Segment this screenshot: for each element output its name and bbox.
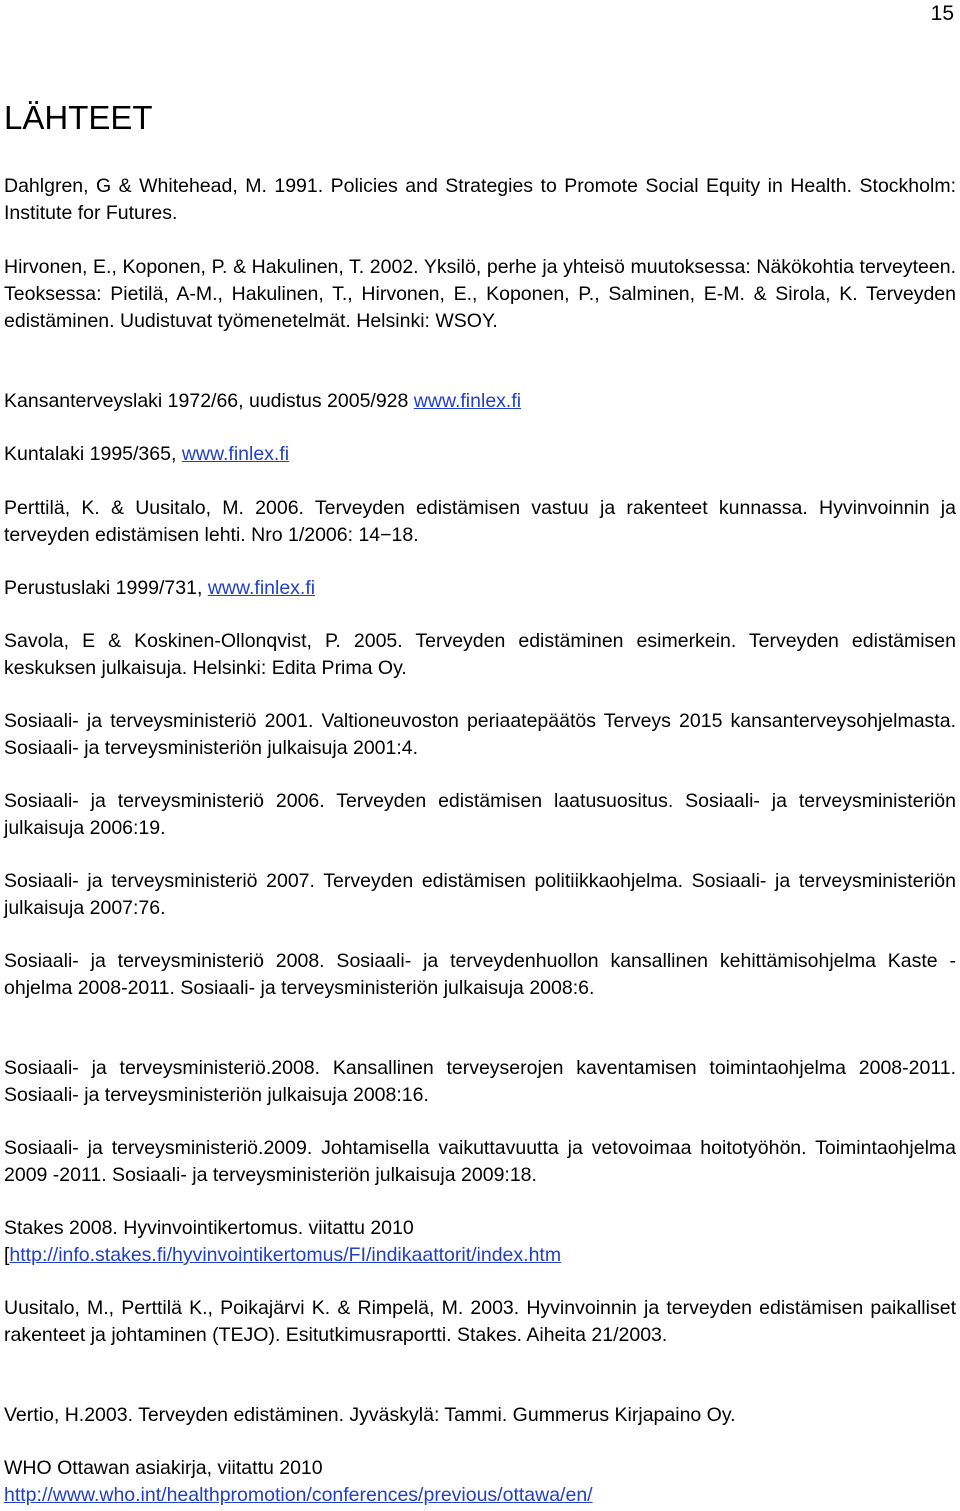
reference-text: Sosiaali- ja terveysministeriö 2006. Terveyden edistämisen laatusuositus. Sosiaali- ja terveysministeriön julkaisuja 2006:19. (4, 790, 956, 839)
reference-item (4, 948, 956, 1002)
reference-text: Dahlgren, G & Whitehead, M. 1991. Policies and Strategies to Promote Social Equity in Health. Stockholm: Institute for Futures. (4, 175, 956, 224)
reference-item (4, 173, 956, 227)
reference-item (4, 708, 956, 762)
reference-item (4, 1055, 956, 1109)
reference-link[interactable]: www.finlex.fi (207, 577, 316, 599)
reference-text: Kansanterveyslaki 1972/66, uudistus 2005/928 (4, 390, 414, 412)
reference-item (4, 1295, 956, 1349)
reference-item (4, 495, 956, 549)
reference-item (4, 575, 956, 602)
reference-text: Hirvonen, E., Koponen, P. & Hakulinen, T. 2002. Yksilö, perhe ja yhteisö muutoksessa: Näkökohtia terveyteen. Teoksessa: Pietilä, A-M., Hakulinen, T., Hirvonen, E., Koponen, P., Salminen, E-M. & Sirola, K. Terveyden edistäminen. Uudistuvat työmenetelmät. Helsinki: WSOY. (4, 256, 956, 332)
reference-item (4, 388, 956, 415)
reference-link[interactable]: www.finlex.fi (181, 443, 290, 465)
reference-text: Sosiaali- ja terveysministeriö 2001. Valtioneuvoston periaatepäätös Terveys 2015 kansanterveysohjelmasta. Sosiaali- ja terveysministeriön julkaisuja 2001:4. (4, 710, 956, 759)
reference-item (4, 1135, 956, 1189)
reference-text: Uusitalo, M., Perttilä K., Poikajärvi K. & Rimpelä, M. 2003. Hyvinvoinnin ja terveyden edistämisen paikalliset rakenteet ja johtaminen (TEJO). Esitutkimusraportti. Stakes. Aiheita 21/2003. (4, 1297, 956, 1346)
reference-link[interactable]: www.finlex.fi (413, 390, 522, 412)
reference-link[interactable]: http://www.who.int/healthpromotion/conferences/previous/ottawa/en/ (4, 1484, 593, 1506)
reference-item (4, 628, 956, 682)
reference-text: Sosiaali- ja terveysministeriö.2008. Kansallinen terveyserojen kaventamisen toimintaohjelma 2008-2011. Sosiaali- ja terveysministeriön julkaisuja 2008:16. (4, 1057, 956, 1106)
reference-link[interactable]: http://info.stakes.fi/hyvinvointikertomus/FI/indikaattorit/index.htm (9, 1244, 562, 1266)
reference-text: Stakes 2008. Hyvinvointikertomus. viitattu 2010 (4, 1217, 414, 1239)
reference-text: Sosiaali- ja terveysministeriö.2009. Johtamisella vaikuttavuutta ja vetovoimaa hoitotyöhön. Toimintaohjelma 2009 -2011. Sosiaali- ja terveysministeriön julkaisuja 2009:18. (4, 1137, 956, 1186)
reference-item (4, 868, 956, 922)
reference-text: Savola, E & Koskinen-Ollonqvist, P. 2005. Terveyden edistäminen esimerkein. Terveyden edistämisen keskuksen julkaisuja. Helsinki: Edita Prima Oy. (4, 630, 956, 679)
page-number: 15 (930, 2, 954, 25)
reference-text: Vertio, H.2003. Terveyden edistäminen. Jyväskylä: Tammi. Gummerus Kirjapaino Oy. (4, 1404, 736, 1426)
reference-text: Sosiaali- ja terveysministeriö 2007. Terveyden edistämisen politiikkaohjelma. Sosiaali- ja terveysministeriön julkaisuja 2007:76. (4, 870, 956, 919)
reference-item (4, 1402, 956, 1429)
page-heading: LÄHTEET (4, 99, 153, 136)
reference-bracket: [ (4, 1244, 10, 1266)
reference-text: Sosiaali- ja terveysministeriö 2008. Sosiaali- ja terveydenhuollon kansallinen kehittämisohjelma Kaste -ohjelma 2008-2011. Sosiaali- ja terveysministeriön julkaisuja 2008:6. (4, 950, 956, 999)
reference-item (4, 1455, 956, 1509)
reference-text: Perttilä, K. & Uusitalo, M. 2006. Terveyden edistämisen vastuu ja rakenteet kunnassa. Hyvinvoinnin ja terveyden edistämisen lehti. Nro 1/2006: 14−18. (4, 497, 956, 546)
reference-item (4, 254, 956, 335)
reference-text: WHO Ottawan asiakirja, viitattu 2010 (4, 1457, 323, 1479)
reference-item (4, 1215, 956, 1269)
reference-item (4, 788, 956, 842)
reference-text: Kuntalaki 1995/365, (4, 443, 182, 465)
reference-item (4, 441, 956, 468)
reference-text: Perustuslaki 1999/731, (4, 577, 208, 599)
